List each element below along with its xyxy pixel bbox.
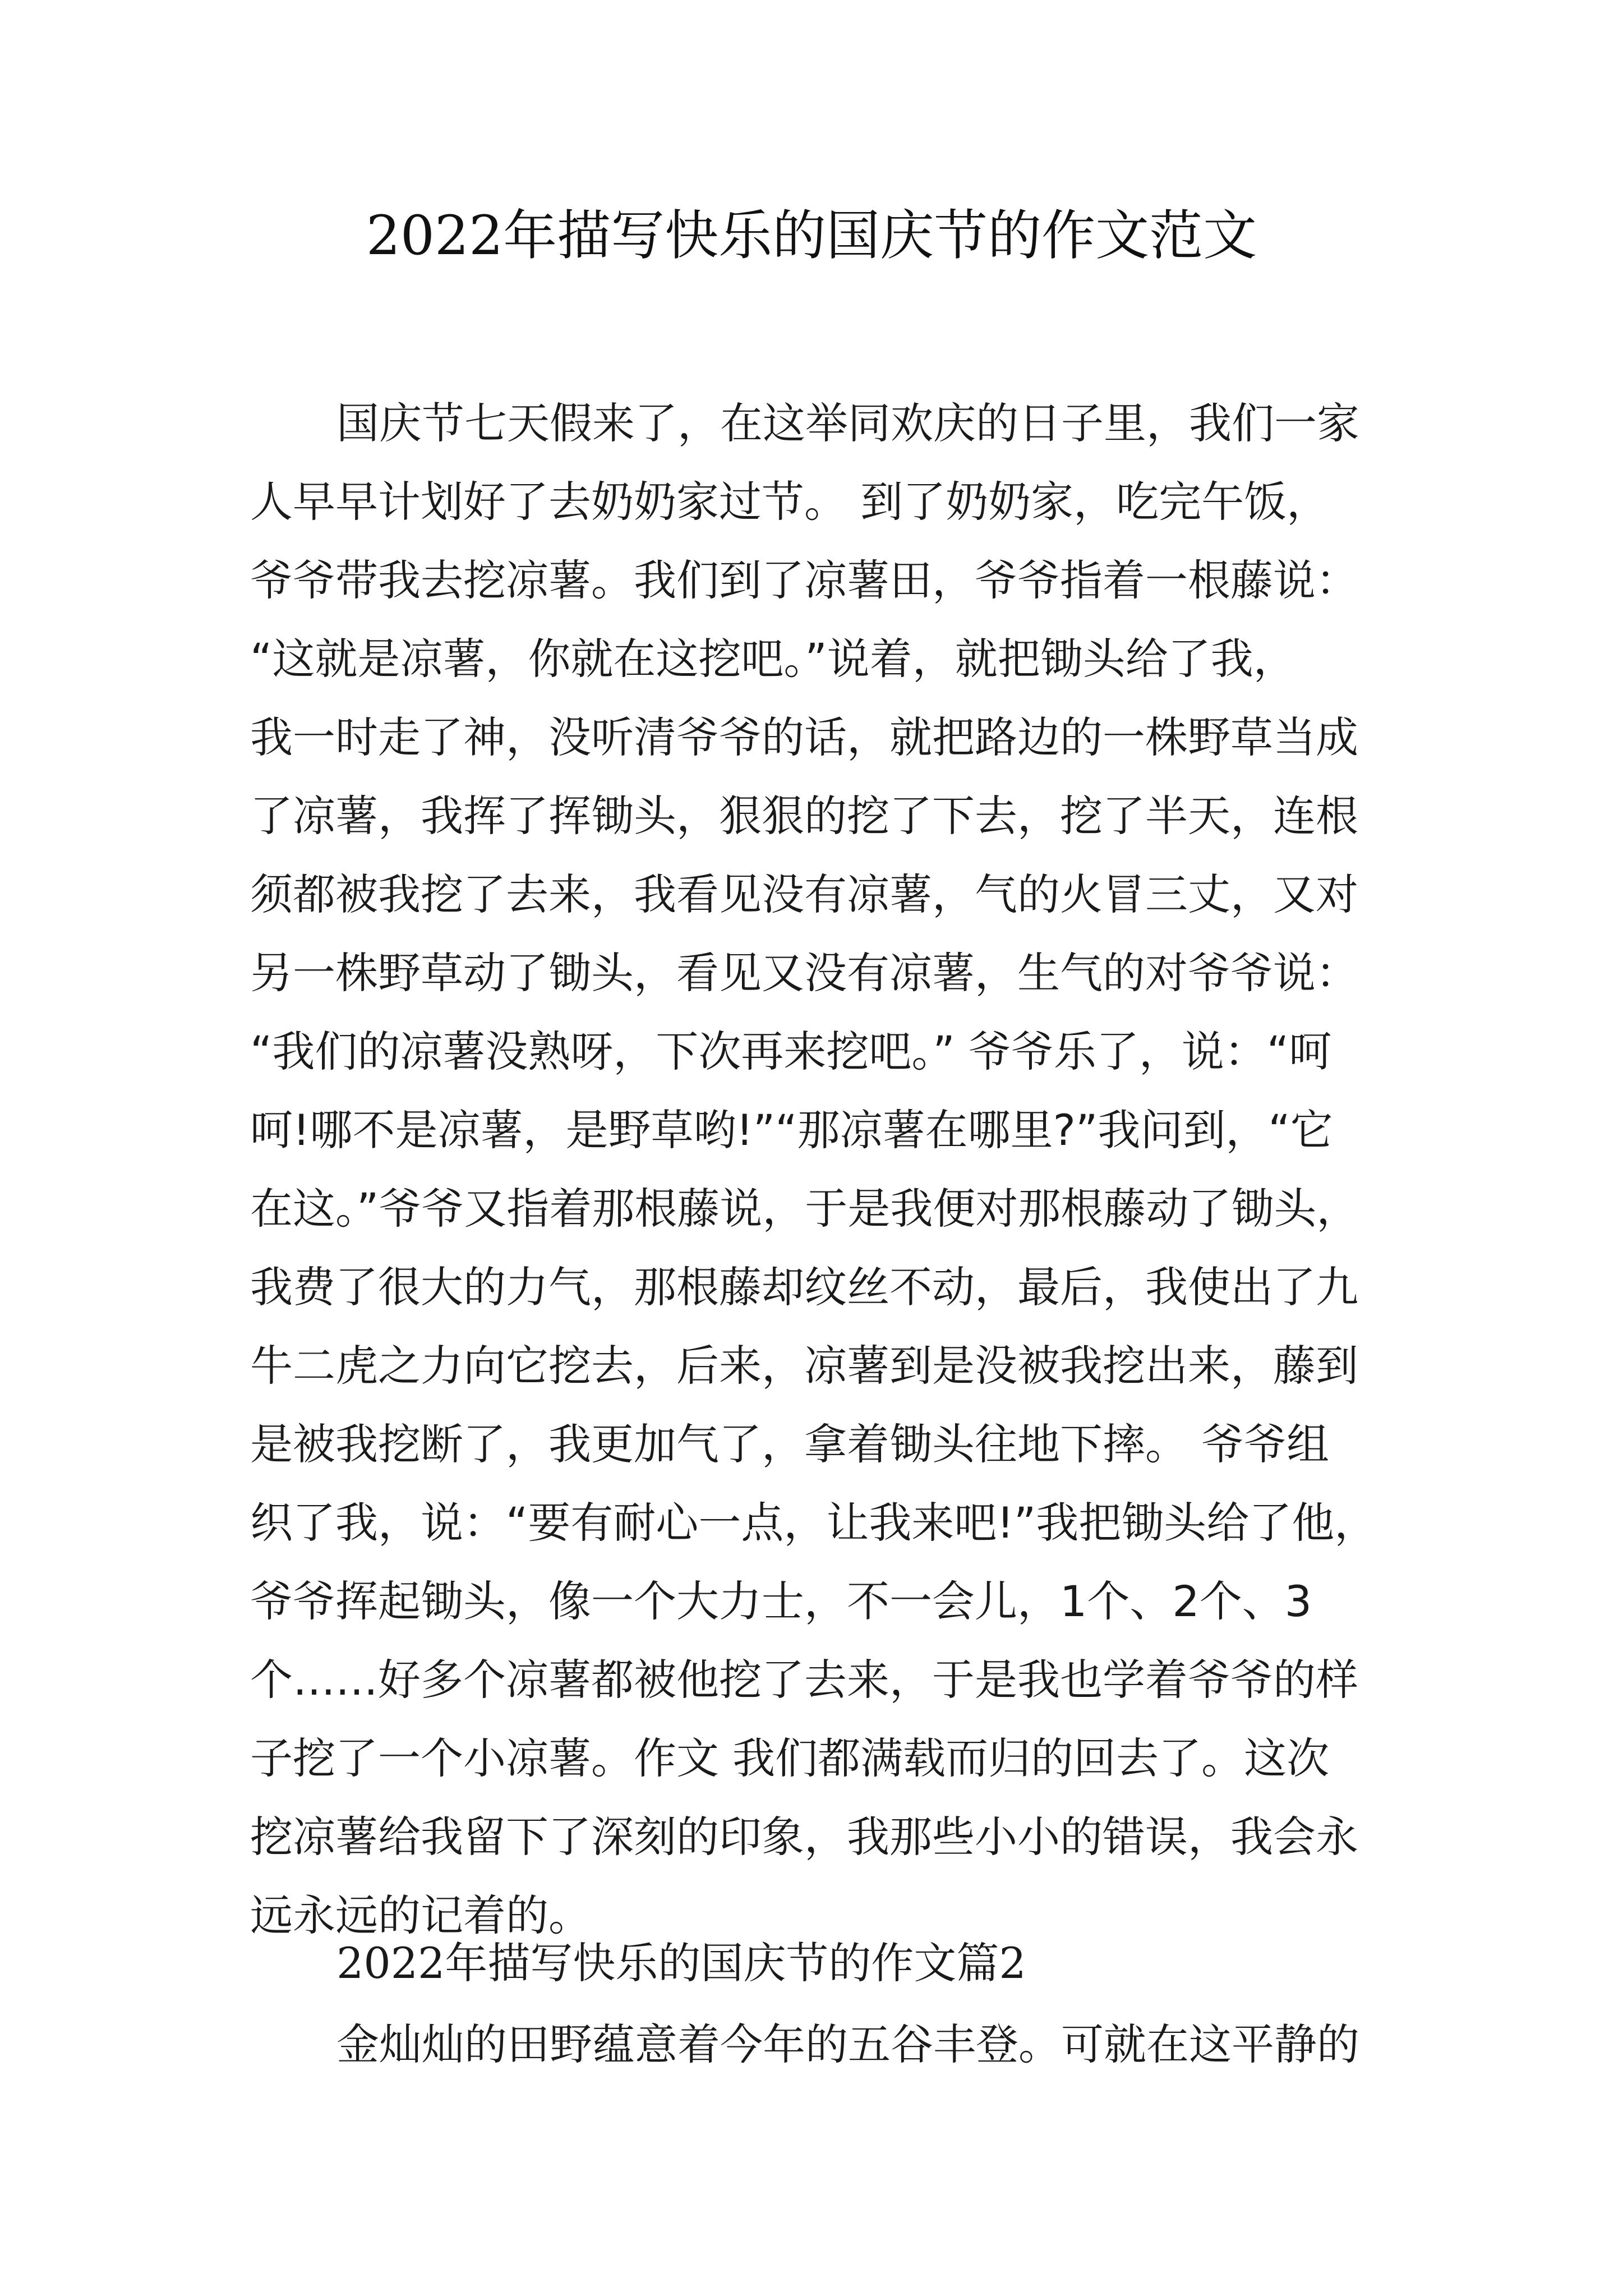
paragraph-1-line: 呵!哪不是凉薯，是野草哟!”“那凉薯在哪里?”我问到，“它: [250, 1105, 1333, 1155]
paragraph-1-line: 挖凉薯给我留下了深刻的印象，我那些小小的错误，我会永: [250, 1812, 1358, 1862]
paragraph-1-line: 须都被我挖了去来，我看见没有凉薯，气的火冒三丈，又对: [250, 869, 1358, 919]
paragraph-1-line: 国庆节七天假来了，在这举同欢庆的日子里，我们一家: [336, 398, 1359, 448]
paragraph-1-line: 爷爷挥起锄头，像一个大力士，不一会儿，1个、2个、3: [250, 1576, 1312, 1626]
paragraph-1-line: 远永远的记着的。: [250, 1890, 591, 1940]
paragraph-1-line: 人早早计划好了去奶奶家过节。 到了奶奶家，吃完午饭，: [250, 477, 1330, 527]
section-heading-2: 2022年描写快乐的国庆节的作文篇2: [336, 1938, 1026, 1988]
paragraph-1-line: 了凉薯，我挥了挥锄头，狠狠的挖了下去，挖了半天，连根: [250, 791, 1358, 841]
document-title: 2022年描写快乐的国庆节的作文范文: [366, 204, 1257, 267]
paragraph-1: [250, 384, 1383, 1955]
paragraph-1-line: 织了我，说：“要有耐心一点，让我来吧!”我把锄头给了他，: [250, 1498, 1377, 1548]
paragraph-1-line: 爷爷带我去挖凉薯。我们到了凉薯田，爷爷指着一根藤说：: [250, 555, 1358, 605]
paragraph-1-line: 另一株野草动了锄头，看见又没有凉薯，生气的对爷爷说：: [250, 948, 1358, 998]
paragraph-1-line: 子挖了一个小凉薯。作文 我们都满载而归的回去了。这次: [250, 1733, 1330, 1783]
paragraph-1-line: 我费了很大的力气，那根藤却纹丝不动，最后，我使出了九: [250, 1262, 1358, 1312]
paragraph-1-line: “这就是凉薯，你就在这挖吧。”说着，就把锄头给了我，: [250, 634, 1296, 684]
paragraph-1-line: “我们的凉薯没熟呀，下次再来挖吧。” 爷爷乐了，说：“呵: [250, 1027, 1332, 1076]
paragraph-2: 金灿灿的田野蕴意着今年的五谷丰登。可就在这平静的: [336, 2019, 1359, 2069]
paragraph-1-line: 个……好多个凉薯都被他挖了去来，于是我也学着爷爷的样: [250, 1655, 1358, 1705]
paragraph-1-line: 在这。”爷爷又指着那根藤说，于是我便对那根藤动了锄头，: [250, 1184, 1359, 1234]
paragraph-1-line: 我一时走了神，没听清爷爷的话，就把路边的一株野草当成: [250, 712, 1358, 762]
paragraph-1-line: 是被我挖断了，我更加气了，拿着锄头往地下摔。 爷爷组: [250, 1419, 1330, 1469]
paragraph-1-line: 牛二虎之力向它挖去，后来，凉薯到是没被我挖出来，藤到: [250, 1341, 1358, 1391]
